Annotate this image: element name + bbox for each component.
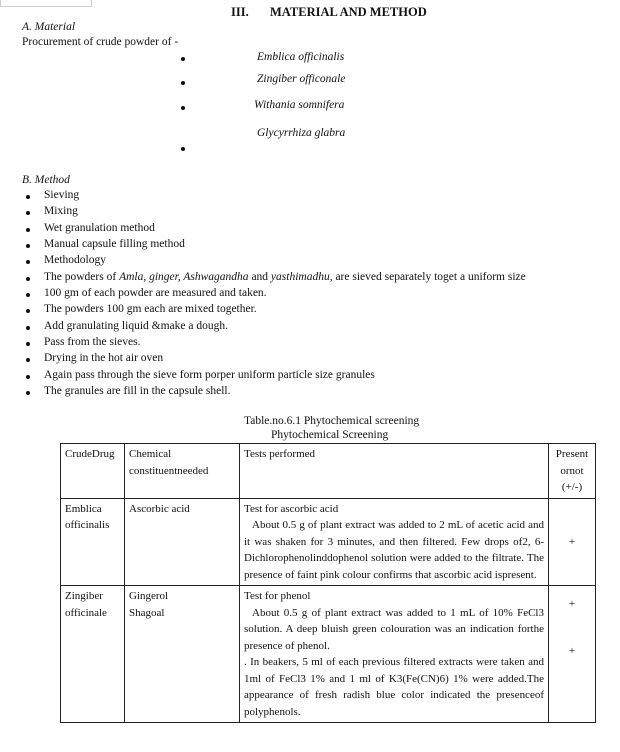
header-tests bbox=[240, 444, 549, 499]
method-step: Add granulating liquid &make a dough. bbox=[44, 320, 228, 332]
material-item-glycyrrhiza: Glycyrrhiza glabra bbox=[257, 127, 346, 139]
powders-suffix: are sieved separately toget a uniform size bbox=[332, 271, 526, 283]
bullet-dot bbox=[26, 228, 30, 232]
header-chemical bbox=[125, 444, 240, 499]
result-sign: + bbox=[568, 598, 576, 610]
drug-line1: Emblica bbox=[65, 502, 102, 515]
cell-test bbox=[240, 498, 549, 586]
cell-constituent bbox=[125, 586, 240, 723]
drug-line2: officinalis bbox=[65, 519, 110, 531]
section-number: III. bbox=[231, 5, 249, 19]
result-sign: + bbox=[568, 535, 576, 548]
method-item-wet-granulation: Wet granulation method bbox=[44, 222, 155, 234]
table-header-row bbox=[61, 444, 596, 499]
material-item-zingiber: Zingiber officonale bbox=[257, 73, 346, 85]
bullet-dot bbox=[26, 309, 30, 313]
method-item-sieving: Sieving bbox=[44, 189, 80, 201]
cell-drug bbox=[61, 498, 125, 586]
header-chemical-line2: constituentneeded bbox=[129, 464, 209, 477]
header-tests-label: Tests performed bbox=[244, 448, 316, 460]
method-step: Again pass through the sieve form porper uniform particle size granules bbox=[44, 369, 375, 381]
material-item-withania: Withania somnifera bbox=[254, 99, 345, 111]
method-step: Pass from the sieves. bbox=[44, 336, 141, 348]
page-top-border bbox=[0, 0, 92, 7]
bullet-dot bbox=[26, 391, 30, 395]
cell-drug bbox=[61, 586, 125, 723]
method-step: The granules are fill in the capsule shell. bbox=[44, 385, 231, 397]
test-text-2: . In beakers, 5 ml of each previous filtered extracts were taken and 1ml of FeCl3 1% and 1 ml of K3(Fe(CN)6) 1% were added.The appearance of fresh radish blue color indicated the presenceof polyphenols. bbox=[244, 656, 544, 718]
header-present bbox=[549, 444, 596, 499]
section-title: MATERIAL AND METHOD bbox=[270, 5, 427, 19]
test-title: Test for phenol bbox=[244, 590, 311, 602]
cell-result bbox=[549, 586, 596, 723]
bullet-dot bbox=[26, 326, 30, 330]
test-text: About 0.5 g of plant extract was added to 1 mL of 10% FeCl3 solution. A deep bluish green colouration was an indication forthe presence of phenol. bbox=[244, 606, 544, 652]
test-title: Test for ascorbic acid bbox=[244, 502, 339, 515]
test-text: About 0.5 g of plant extract was added to 2 mL of acetic acid and it was shaken for 3 minutes, and then filtered. Few drops of2, 6-Dichlorophenolinddophenol solution were added to the filtrate. The presence of faint pink colour confirms that ascorbic acid ispresent. bbox=[244, 519, 544, 581]
method-step: Drying in the hot air oven bbox=[44, 352, 164, 364]
bullet-dot bbox=[26, 277, 30, 281]
bullet-dot bbox=[26, 195, 30, 199]
constituent-line1: Gingerol bbox=[129, 590, 169, 602]
method-item-methodology: Methodology bbox=[44, 254, 106, 266]
header-crude-drug bbox=[61, 444, 125, 499]
bullet-dot bbox=[26, 211, 30, 215]
bullet-dot bbox=[26, 293, 30, 297]
method-item-mixing: Mixing bbox=[44, 205, 78, 217]
cell-result bbox=[549, 498, 596, 586]
drug-line2: officinale bbox=[65, 606, 107, 619]
phytochemical-table bbox=[60, 443, 596, 723]
bullet-dot bbox=[26, 244, 30, 248]
method-powders-line bbox=[44, 271, 526, 283]
table-title: Phytochemical Screening bbox=[271, 429, 389, 441]
powders-prefix: The powders of bbox=[44, 271, 120, 283]
header-present-line2: ornot bbox=[560, 464, 584, 477]
powders-names: Amla, ginger, Ashwagandha bbox=[119, 271, 249, 283]
header-present-line3: (+/-) bbox=[561, 481, 583, 493]
bullet-dot bbox=[181, 106, 185, 110]
powders-last: yasthimadhu, bbox=[270, 271, 333, 283]
constituent-line2: Shagoal bbox=[129, 606, 165, 619]
material-item-emblica: Emblica officinalis bbox=[257, 51, 345, 63]
table-row bbox=[61, 586, 596, 723]
bullet-dot bbox=[181, 147, 185, 151]
header-present-line1: Present bbox=[555, 448, 589, 460]
bullet-dot bbox=[181, 57, 185, 61]
drug-line1: Zingiber bbox=[65, 590, 103, 602]
header-chemical-line1: Chemical bbox=[129, 448, 172, 460]
powders-and: and bbox=[248, 271, 271, 283]
bullet-dot bbox=[26, 260, 30, 264]
table-row bbox=[61, 498, 596, 586]
bullet-dot bbox=[26, 358, 30, 362]
bullet-dot bbox=[181, 81, 185, 85]
cell-test bbox=[240, 586, 549, 723]
cell-constituent bbox=[125, 498, 240, 586]
result-sign: + bbox=[568, 644, 576, 657]
constituent-line1: Ascorbic acid bbox=[129, 502, 190, 515]
table-caption: Table.no.6.1 Phytochemical screening bbox=[244, 415, 420, 427]
material-intro: Procurement of crude powder of - bbox=[22, 36, 179, 48]
bullet-dot bbox=[26, 375, 30, 379]
method-step: 100 gm of each powder are measured and taken. bbox=[44, 287, 267, 299]
method-heading: B. Method bbox=[22, 174, 70, 186]
material-heading: A. Material bbox=[22, 21, 76, 33]
method-step: The powders 100 gm each are mixed together. bbox=[44, 303, 257, 315]
method-item-capsule-filling: Manual capsule filling method bbox=[44, 238, 185, 250]
header-crude-drug-label: CrudeDrug bbox=[65, 448, 115, 460]
bullet-dot bbox=[26, 342, 30, 346]
